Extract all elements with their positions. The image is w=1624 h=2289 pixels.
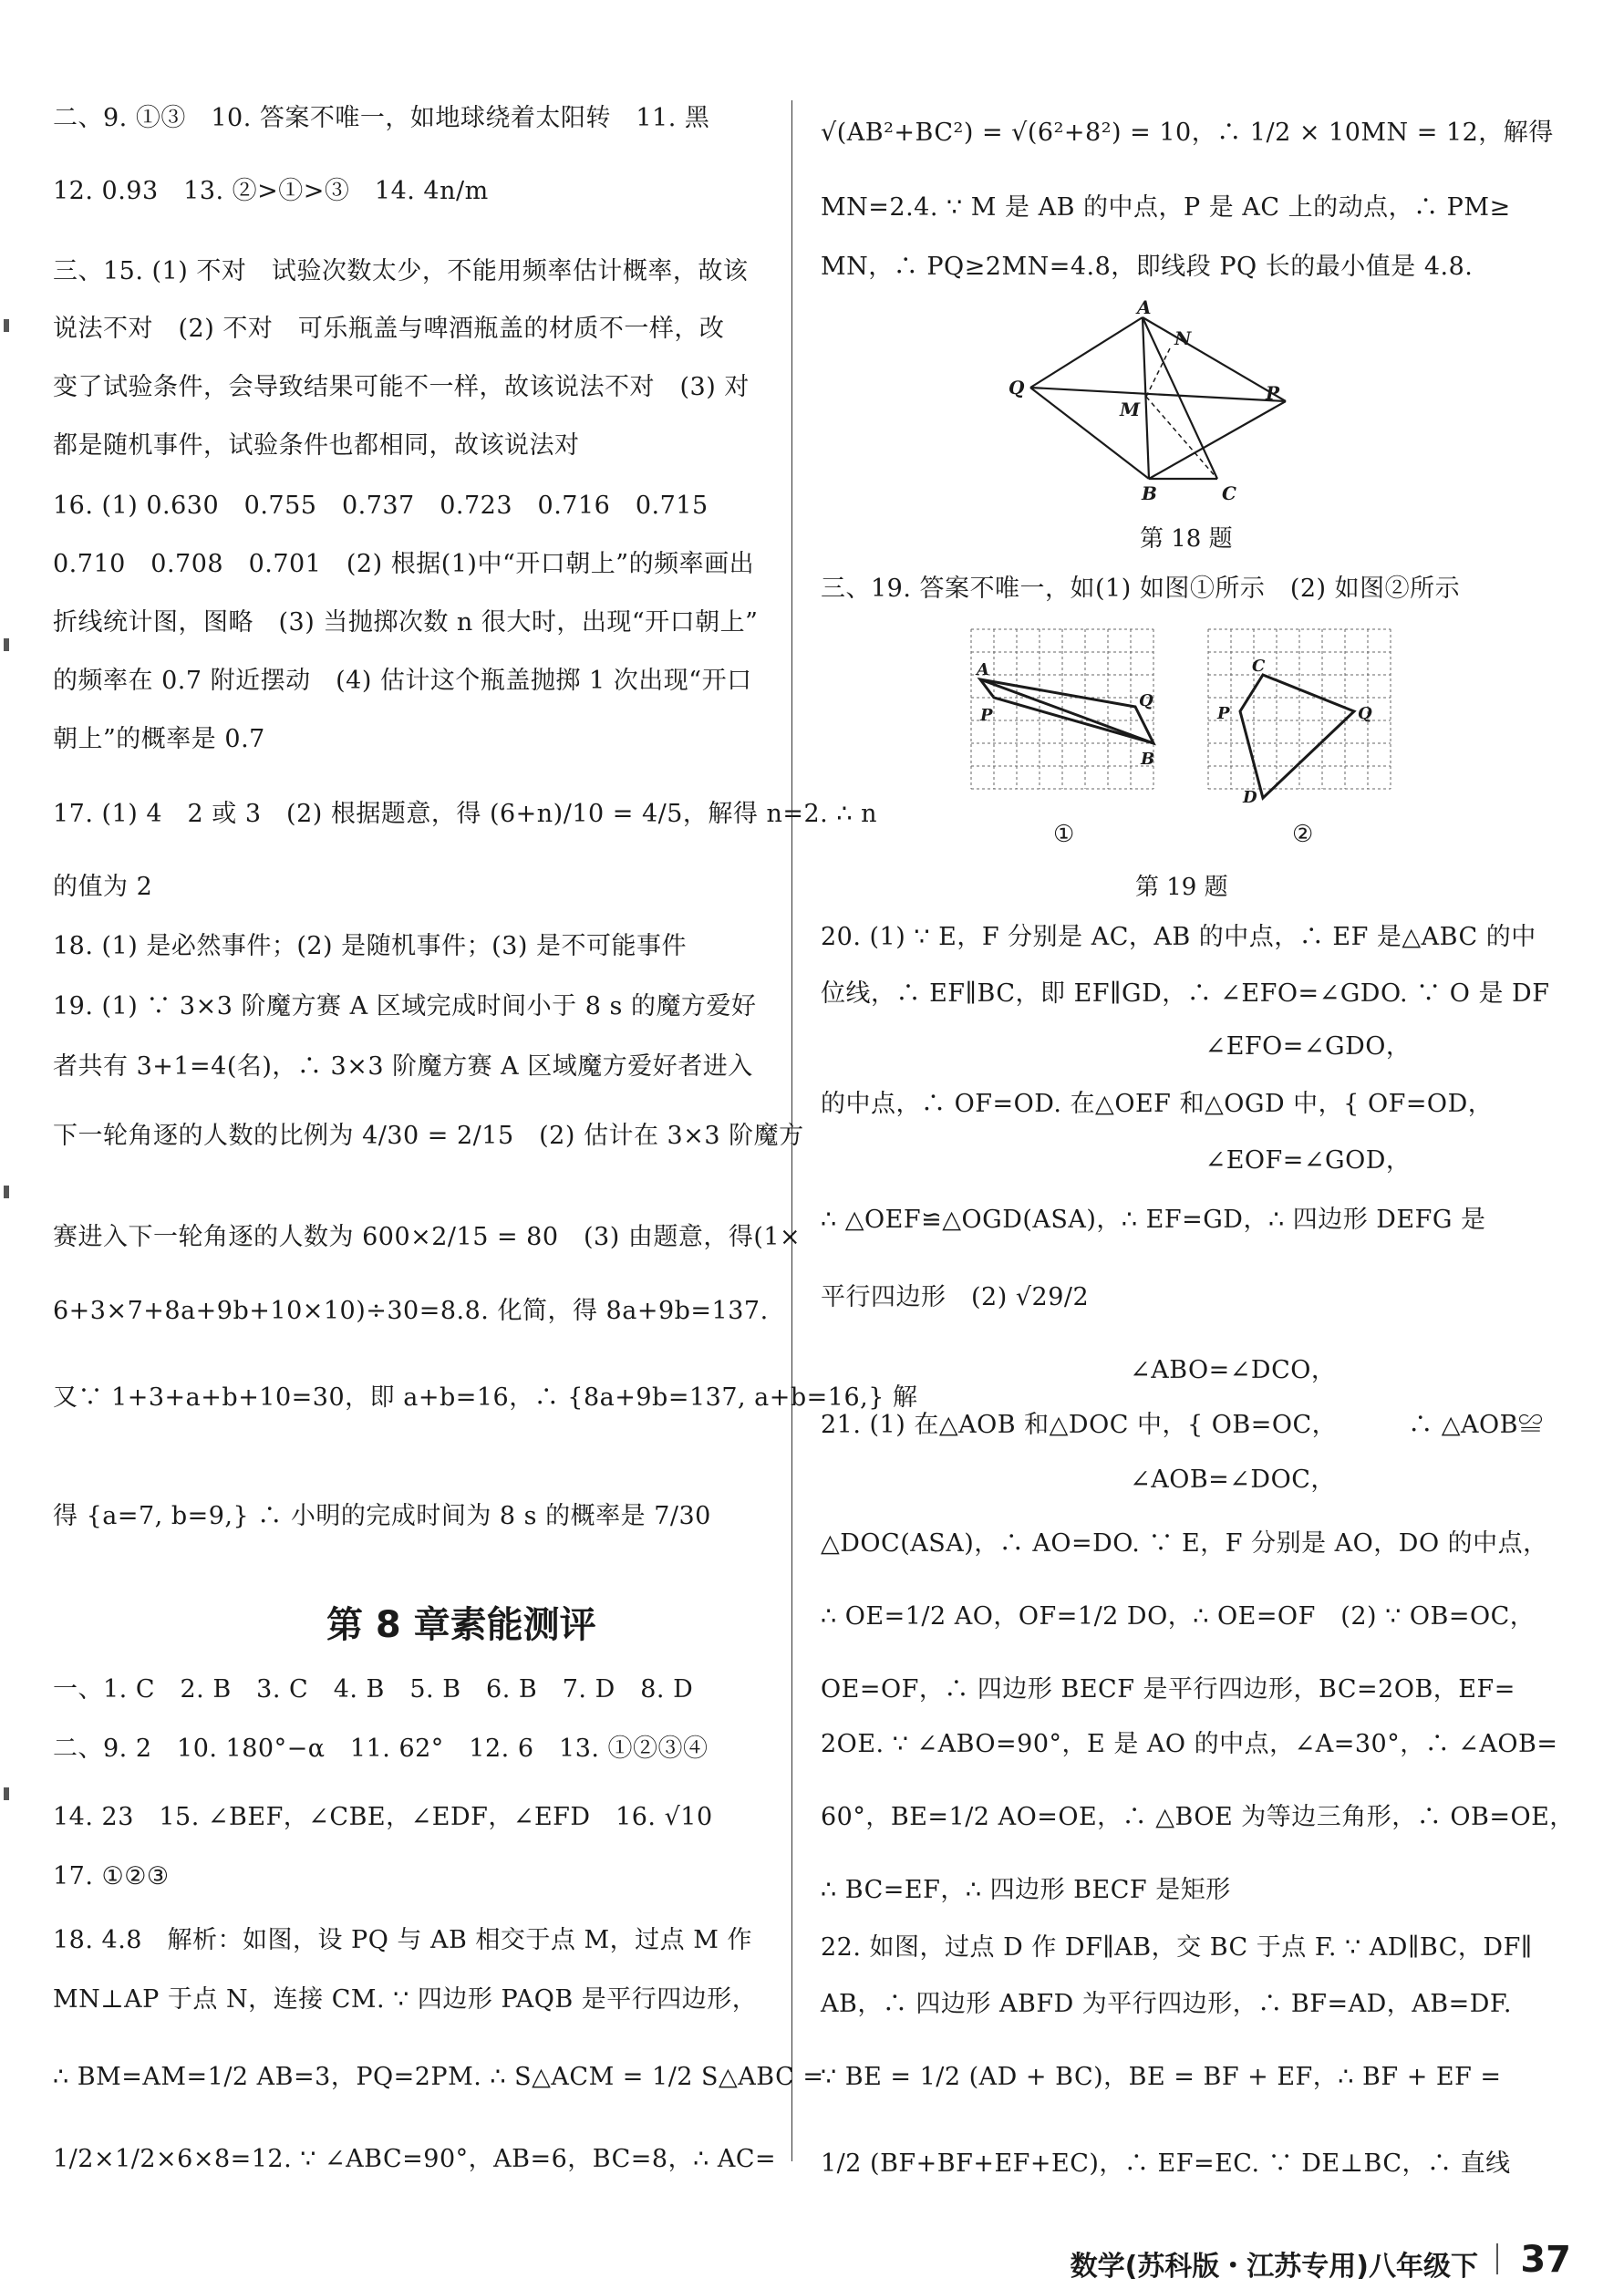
page-number: 37: [1520, 2239, 1571, 2281]
text-line: 折线统计图，图略 (3) 当抛掷次数 n 很大时，出现“开口朝上”: [53, 608, 759, 637]
text-line: 18. (1) 是必然事件；(2) 是随机事件；(3) 是不可能事件: [53, 932, 688, 960]
label-p: P: [980, 706, 993, 725]
text-line: 0.710 0.708 0.701 (2) 根据(1)中“开口朝上”的频率画出: [53, 550, 755, 578]
text-line: 都是随机事件，试验条件也都相同，故该说法对: [53, 431, 580, 460]
text-line: 得 {a=7, b=9,} ∴ 小明的完成时间为 8 s 的概率是 7/30: [53, 1502, 711, 1530]
figure-19-sub2: ②: [1292, 821, 1314, 848]
text-line: 1/2 (BF+BF+EF+EC)，∴ EF=EC. ∵ DE⊥BC，∴ 直线: [821, 2149, 1511, 2178]
label-a: A: [977, 660, 989, 679]
text-line: 一、1. C 2. B 3. C 4. B 5. B 6. B 7. D 8. D: [53, 1675, 694, 1704]
segment-aq: [1030, 317, 1143, 388]
text-line: 1/2×1/2×6×8=12. ∵ ∠ABC=90°，AB=6，BC=8，∴ AC=: [53, 2145, 777, 2173]
diagonal-ab: [980, 679, 1153, 743]
text-line: 三、19. 答案不唯一，如(1) 如图①所示 (2) 如图②所示: [821, 575, 1461, 603]
text-line: MN，∴ PQ≥2MN=4.8，即线段 PQ 长的最小值是 4.8.: [821, 253, 1474, 281]
text-line: 17. (1) 4 2 或 3 (2) 根据题意，得 (6+n)/10 = 4/5，解得 n=2. ∴ n: [53, 800, 877, 828]
text-line: 2OE. ∵ ∠ABO=90°，E 是 AO 的中点，∠A=30°，∴ ∠AOB=: [821, 1730, 1558, 1758]
text-line: △DOC(ASA)，∴ AO=DO. ∵ E，F 分别是 AO，DO 的中点，: [821, 1529, 1548, 1558]
segment-qp: [1030, 388, 1286, 401]
text-line: ∴ OE=1/2 AO，OF=1/2 DO，∴ OE=OF (2) ∵ OB=OC，: [821, 1602, 1536, 1631]
text-line: 14. 23 15. ∠BEF，∠CBE，∠EDF，∠EFD 16. √10: [53, 1803, 713, 1831]
text-line: 二、9. 2 10. 180°−α 11. 62° 12. 6 13. ①②③④: [53, 1735, 709, 1763]
figure-19-sub1: ①: [1053, 821, 1075, 848]
text-line: MN⊥AP 于点 N，连接 CM. ∵ 四边形 PAQB 是平行四边形，: [53, 1985, 758, 2014]
quad-cqdp: [1240, 675, 1354, 798]
text-line: ∴ BM=AM=1/2 AB=3，PQ=2PM. ∴ S△ACM = 1/2 S△ABC =: [53, 2063, 824, 2091]
text-line: 赛进入下一轮角逐的人数为 600×2/15 = 80 (3) 由题意，得(1×: [53, 1223, 802, 1251]
label-q: Q: [1358, 704, 1372, 723]
text-line: ∠EFO=∠GDO，: [821, 1032, 1412, 1061]
label-p: P: [1217, 704, 1230, 723]
section-title: 第 8 章素能测评: [326, 1604, 596, 1646]
text-line: 的频率在 0.7 附近摆动 (4) 估计这个瓶盖抛掷 1 次出现“开口: [53, 667, 752, 695]
text-line: ∠EOF=∠GOD，: [821, 1146, 1412, 1175]
text-line: ∵ BE = 1/2 (AD + BC)，BE = BF + EF，∴ BF + EF =: [821, 2063, 1502, 2091]
label-q: Q: [1009, 377, 1025, 399]
text-line: ∴ △OEF≌△OGD(ASA)，∴ EF=GD，∴ 四边形 DEFG 是: [821, 1206, 1486, 1234]
text-line: 22. 如图，过点 D 作 DF∥AB，交 BC 于点 F. ∵ AD∥BC，DF∥: [821, 1933, 1533, 1962]
label-q: Q: [1139, 691, 1153, 710]
margin-mark: [4, 1186, 9, 1198]
text-line: 20. (1) ∵ E，F 分别是 AC，AB 的中点，∴ EF 是△ABC 的中: [821, 923, 1536, 951]
text-line: 的中点，∴ OF=OD. 在△OEF 和△OGD 中，{ OF=OD，: [821, 1090, 1494, 1118]
text-line: 者共有 3+1=4(名)，∴ 3×3 阶魔方赛 A 区域魔方爱好者进入: [53, 1052, 753, 1081]
label-b: B: [1141, 750, 1155, 769]
text-line: 平行四边形 (2) √29/2: [821, 1283, 1090, 1311]
text-line: 说法不对 (2) 不对 可乐瓶盖与啤酒瓶盖的材质不一样，改: [53, 315, 725, 343]
text-line: 18. 4.8 解析：如图，设 PQ 与 AB 相交于点 M，过点 M 作: [53, 1926, 752, 1954]
text-line: 17. ①②③: [53, 1862, 170, 1890]
footer-divider: [1496, 2243, 1498, 2274]
text-line: 60°，BE=1/2 AO=OE，∴ △BOE 为等边三角形，∴ OB=OE，: [821, 1803, 1575, 1831]
segment-mn: [1146, 348, 1170, 397]
text-line: 21. (1) 在△AOB 和△DOC 中，{ OB=OC， ∴ △AOB≌: [821, 1411, 1544, 1439]
label-p: P: [1266, 382, 1280, 404]
text-line: 又∵ 1+3+a+b+10=30，即 a+b=16，∴ {8a+9b=137, a+b=16,} 解: [53, 1383, 918, 1412]
figure-18-caption: 第 18 题: [1140, 525, 1233, 553]
figure-19-2: [1208, 629, 1395, 812]
segment-bp: [1149, 401, 1286, 479]
figure-19-1: [971, 629, 1158, 812]
text-line: ∴ BC=EF，∴ 四边形 BECF 是矩形: [821, 1876, 1231, 1904]
figure-19-caption: 第 19 题: [1135, 874, 1228, 901]
segment-mc: [1146, 397, 1217, 479]
label-a: A: [1137, 296, 1152, 318]
margin-mark: [4, 638, 9, 651]
text-line: 变了试验条件，会导致结果可能不一样，故该说法不对 (3) 对: [53, 373, 750, 401]
text-line: MN=2.4. ∵ M 是 AB 的中点，P 是 AC 上的动点，∴ PM≥: [821, 193, 1511, 222]
text-line: 下一轮角逐的人数的比例为 4/30 = 2/15 (2) 估计在 3×3 阶魔方: [53, 1122, 804, 1150]
text-line: 6+3×7+8a+9b+10×10)÷30=8.8. 化简，得 8a+9b=137.: [53, 1297, 769, 1325]
text-line: 12. 0.93 13. ②>①>③ 14. 4n/m: [53, 177, 489, 205]
text-line: 19. (1) ∵ 3×3 阶魔方赛 A 区域完成时间小于 8 s 的魔方爱好: [53, 992, 757, 1020]
label-c: C: [1252, 657, 1266, 676]
text-line: AB，∴ 四边形 ABFD 为平行四边形，∴ BF=AD，AB=DF.: [821, 1990, 1512, 2018]
text-line: OE=OF，∴ 四边形 BECF 是平行四边形，BC=2OB，EF=: [821, 1675, 1515, 1704]
footer-text: 数学(苏科版・江苏专用)八年级下: [1070, 2251, 1478, 2283]
text-line: 三、15. (1) 不对 试验次数太少，不能用频率估计概率，故该: [53, 257, 749, 285]
text-line: 的值为 2: [53, 873, 153, 901]
text-line: 二、9. ①③ 10. 答案不唯一，如地球绕着太阳转 11. 黑: [53, 104, 710, 132]
label-b: B: [1142, 482, 1157, 504]
label-c: C: [1222, 482, 1236, 504]
text-line: √(AB²+BC²) = √(6²+8²) = 10，∴ 1/2 × 10MN = 12，解得: [821, 119, 1554, 147]
label-n: N: [1174, 327, 1192, 349]
text-line: ∠AOB=∠DOC，: [821, 1466, 1336, 1494]
text-line: 朝上”的概率是 0.7: [53, 725, 265, 753]
margin-mark: [4, 1787, 9, 1800]
margin-mark: [4, 319, 9, 332]
label-d: D: [1243, 788, 1257, 807]
text-line: 16. (1) 0.630 0.755 0.737 0.723 0.716 0.715: [53, 492, 709, 520]
text-line: ∠ABO=∠DCO，: [821, 1356, 1337, 1384]
figure-18: [1003, 296, 1280, 504]
label-m: M: [1120, 399, 1141, 420]
text-line: 位线，∴ EF∥BC，即 EF∥GD，∴ ∠EFO=∠GDO. ∵ O 是 DF: [821, 979, 1550, 1008]
